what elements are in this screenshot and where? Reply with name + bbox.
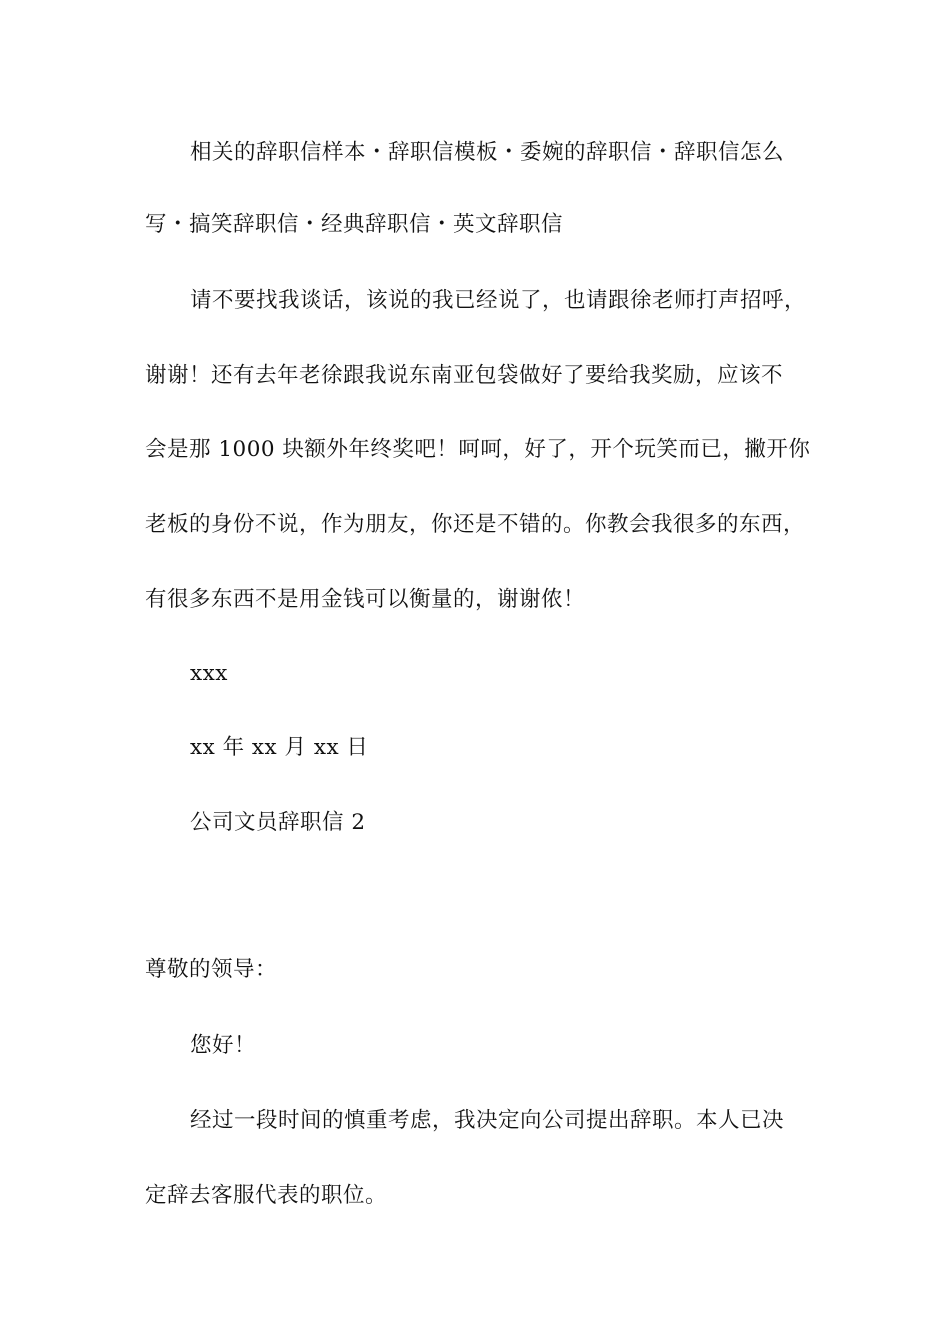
- paragraph-3-line-1: 经过一段时间的慎重考虑，我决定向公司提出辞职。本人已决: [190, 1108, 785, 1133]
- date: xx 年 xx 月 xx 日: [190, 735, 369, 760]
- paragraph-2-line-5: 有很多东西不是用金钱可以衡量的，谢谢侬！: [145, 587, 586, 612]
- paragraph-2-line-3: 会是那 1000 块额外年终奖吧！呵呵，好了，开个玩笑而已，撇开你: [145, 437, 811, 462]
- paragraph-3-line-2: 定辞去客服代表的职位。: [145, 1183, 388, 1208]
- paragraph-2-line-4: 老板的身份不说，作为朋友，你还是不错的。你教会我很多的东西，: [145, 512, 806, 537]
- paragraph-2-line-1: 请不要找我谈话，该说的我已经说了，也请跟徐老师打声招呼，: [190, 288, 807, 313]
- greeting: 您好！: [190, 1033, 257, 1058]
- signature: xxx: [190, 661, 228, 686]
- paragraph-1-line-2: 写・搞笑辞职信・经典辞职信・英文辞职信: [145, 212, 564, 237]
- salutation: 尊敬的领导：: [145, 957, 278, 982]
- paragraph-2-line-2: 谢谢！还有去年老徐跟我说东南亚包袋做好了要给我奖励，应该不: [145, 363, 784, 388]
- paragraph-1-line-1: 相关的辞职信样本・辞职信模板・委婉的辞职信・辞职信怎么: [190, 140, 785, 165]
- section-title: 公司文员辞职信 2: [190, 810, 366, 835]
